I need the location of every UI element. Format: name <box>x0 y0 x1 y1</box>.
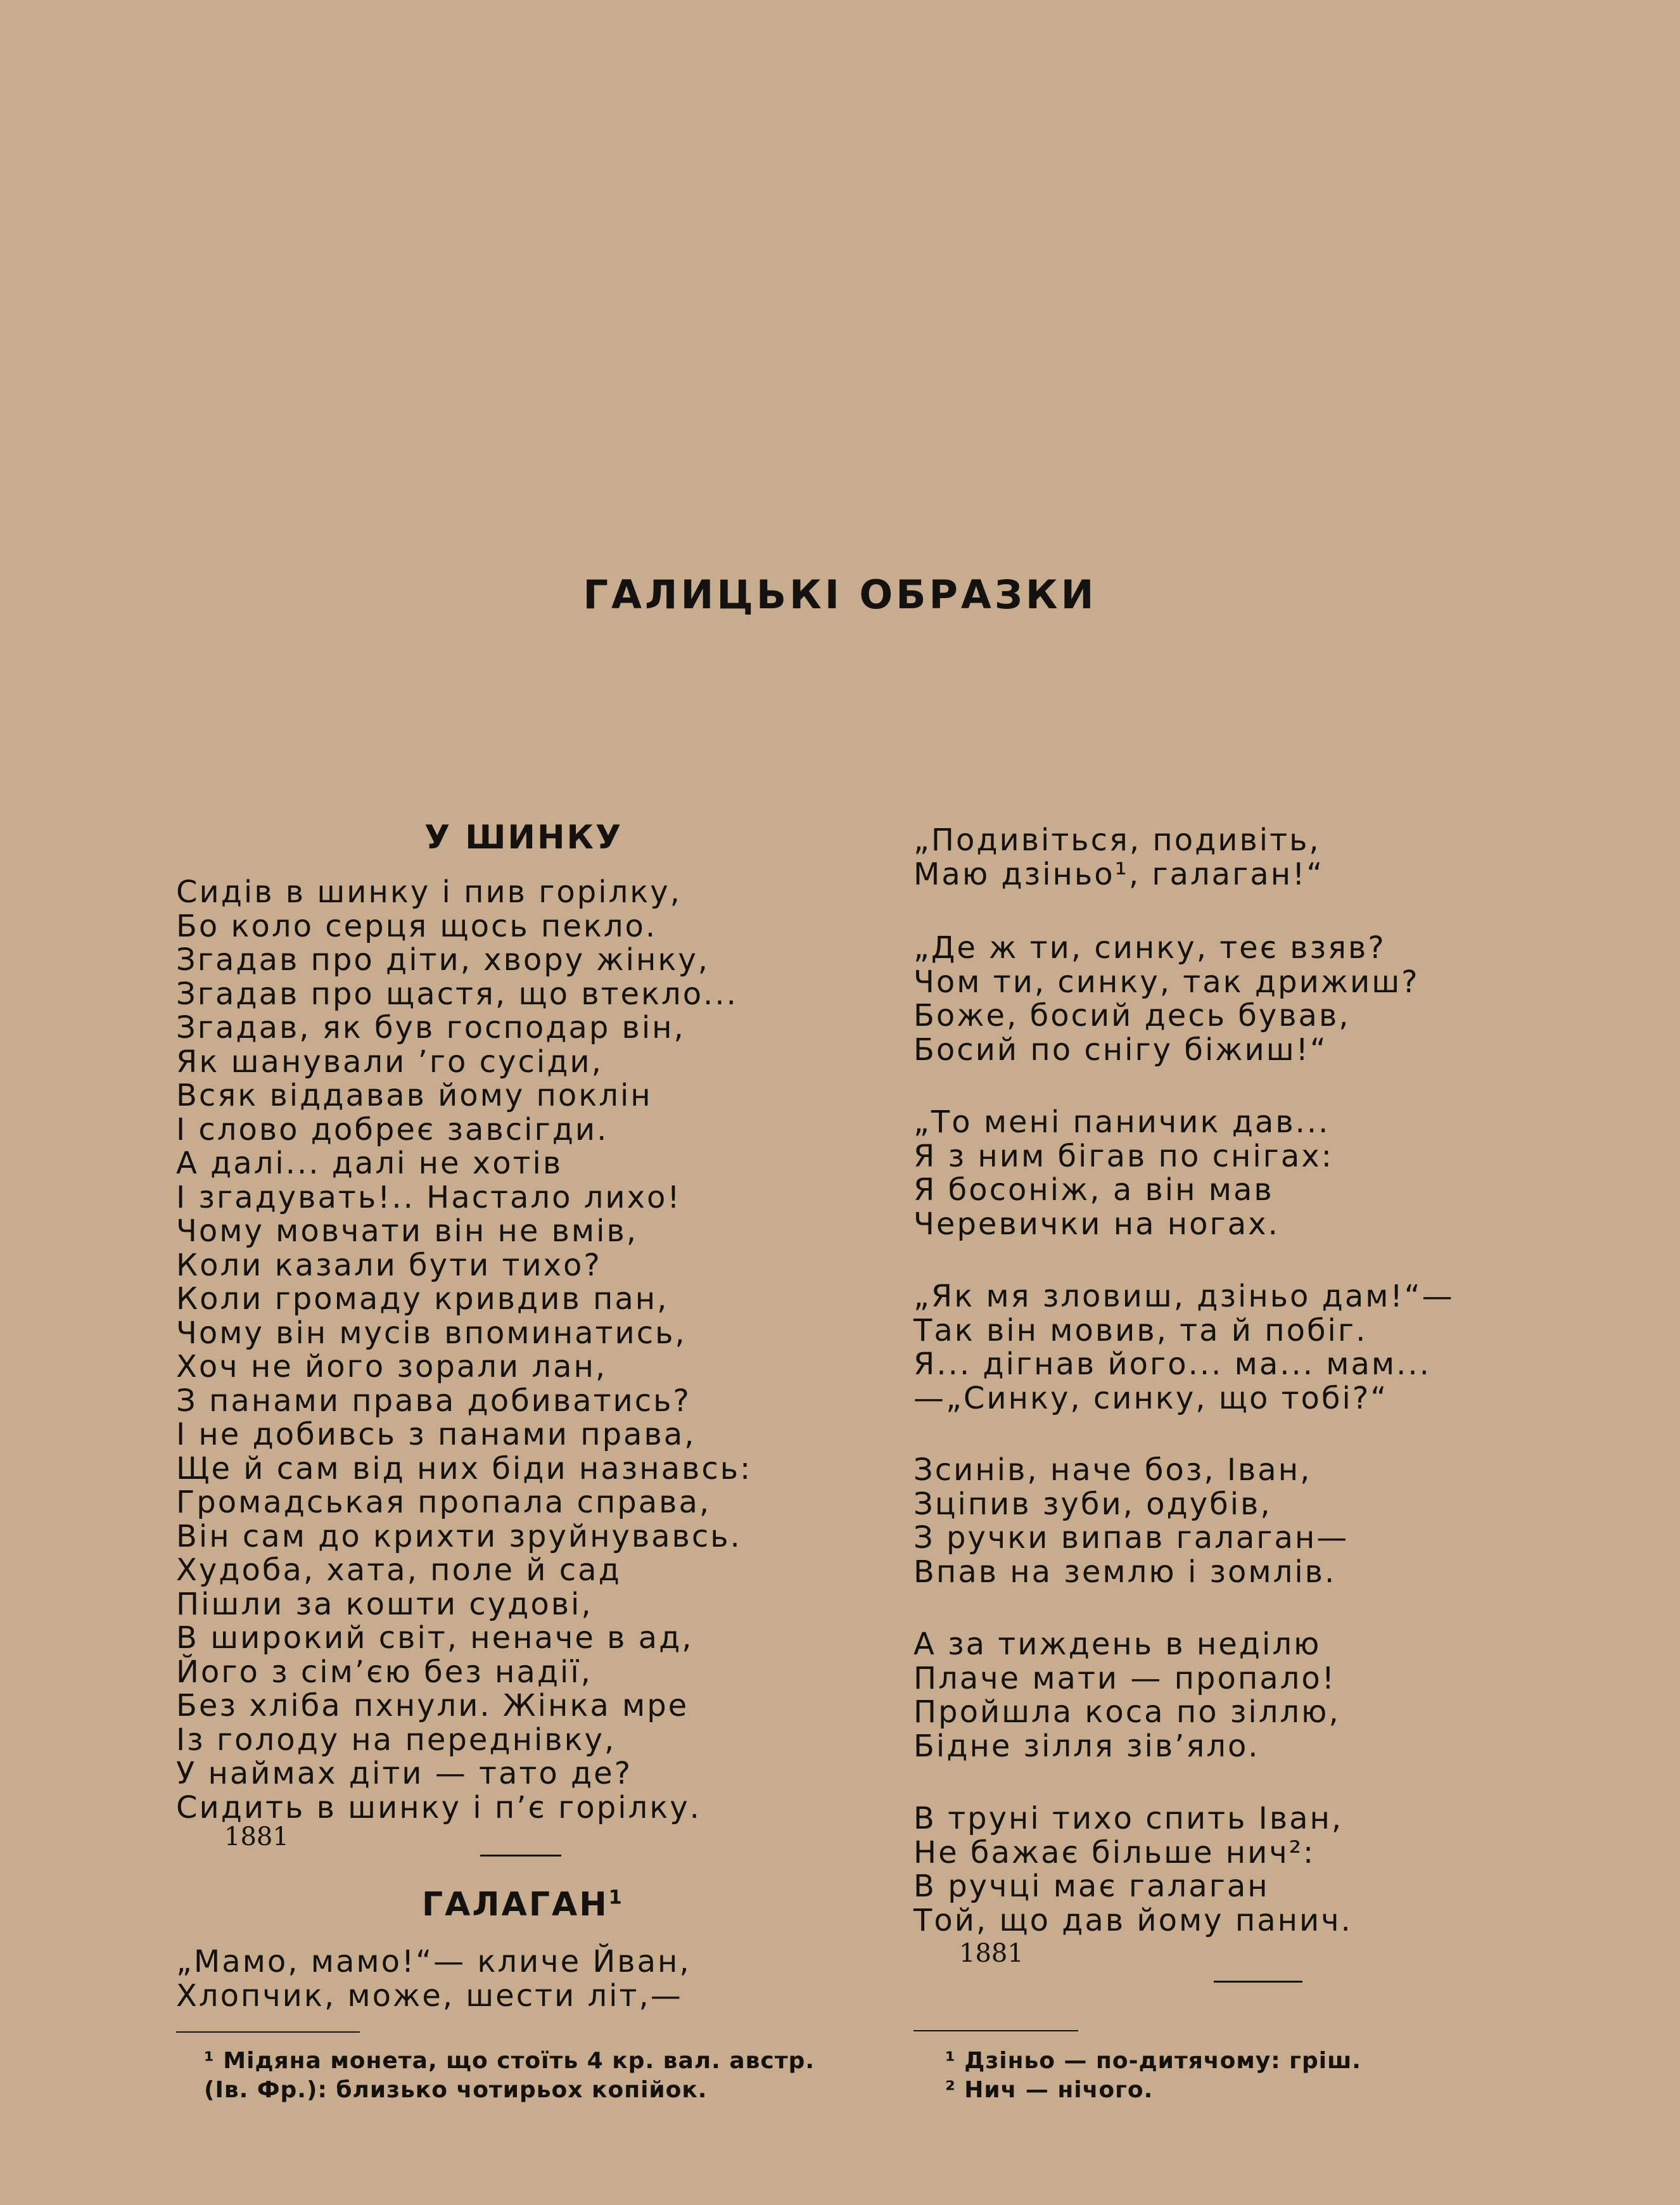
verse-line: Бідне зілля зів’яло. <box>913 1728 1260 1764</box>
verse-line: Згадав, як був господар він, <box>176 1010 685 1045</box>
verse-line: Я з ним бігав по снігах: <box>913 1138 1333 1174</box>
footnote-rule-left <box>176 2031 360 2033</box>
verse-line: „Як мя зловиш, дзіньо дам!“— <box>913 1279 1454 1314</box>
verse-line: Я... дігнав його... ма... мам... <box>913 1346 1431 1382</box>
verse-line: —„Синку, синку, що тобі?“ <box>913 1380 1389 1416</box>
verse-line: Хлопчик, може, шести літ,— <box>176 1978 683 2014</box>
footnotes-right <box>945 2047 1361 2105</box>
verse-line: У наймах діти — тато де? <box>176 1756 633 1791</box>
stanza <box>913 1628 1340 1763</box>
verse-line: Згадав про щастя, що втекло... <box>176 976 738 1012</box>
verse-line: Чому мовчати він не вмів, <box>176 1213 639 1249</box>
verse-line: Пішли за кошти судові, <box>176 1586 593 1622</box>
verse-line: Із голоду на переднівку, <box>176 1722 616 1758</box>
footnote-line: ² Нич — нічого. <box>945 2077 1154 2103</box>
verse-line: „Подивіться, подивіть, <box>913 822 1321 858</box>
verse-line: І не добивсь з панами права, <box>176 1417 696 1452</box>
verse-line: В широкий світ, неначе в ад, <box>176 1620 694 1656</box>
verse-line: Коли казали бути тихо? <box>176 1247 602 1283</box>
verse-line: Коли громаду кривдив пан, <box>176 1281 669 1317</box>
poem2-opening-lines <box>176 1945 691 2013</box>
verse-line: Згадав про діти, хвору жінку, <box>176 942 710 978</box>
verse-line: „Мамо, мамо!“— кличе Йван, <box>176 1944 691 1979</box>
footnote-line: ¹ Дзіньо — по-дитячому: гріш. <box>945 2048 1361 2074</box>
verse-line: А далі... далі не хотів <box>176 1146 563 1181</box>
verse-line: „То мені паничик дав... <box>913 1104 1330 1140</box>
verse-line: Громадськая пропала справа, <box>176 1485 711 1520</box>
verse-line: Бо коло серця щось пекло. <box>176 908 658 944</box>
verse-line: Пройшла коса по зіллю, <box>913 1694 1340 1730</box>
verse-line: І згадувать!.. Настало лихо! <box>176 1179 682 1215</box>
footnote-line: ¹ Мідяна монета, що стоїть 4 кр. вал. австр. <box>204 2048 815 2074</box>
stanza <box>913 931 1420 1067</box>
verse-line: Так він мовив, та й побіг. <box>913 1312 1368 1348</box>
poem2-title <box>422 1886 624 1924</box>
verse-line: Як шанували ’го сусіди, <box>176 1044 603 1080</box>
verse-line: Худоба, хата, поле й сад <box>176 1552 621 1588</box>
verse-line: Черевички на ногах. <box>913 1206 1280 1242</box>
verse-line: Чому він мусів впоминатись, <box>176 1315 687 1351</box>
verse-line: Впав на землю і зомлів. <box>913 1554 1337 1590</box>
verse-line: І слово добреє завсігди. <box>176 1111 609 1147</box>
footnote-line: (Ів. Фр.): близько чотирьох копійок. <box>204 2077 708 2103</box>
poem2-title-footnote-mark: 1 <box>608 1886 624 1909</box>
page-heading: ГАЛИЦЬКІ ОБРАЗКИ <box>583 572 1097 618</box>
verse-line: Не бажає більше нич²: <box>913 1834 1316 1870</box>
stanza <box>913 1454 1349 1589</box>
verse-line: З панами права добиватись? <box>176 1383 691 1419</box>
verse-line: В труні тихо спить Іван, <box>913 1801 1344 1836</box>
verse-line: Сидів в шинку і пив горілку, <box>176 874 682 910</box>
verse-line: Боже, босий десь бував, <box>913 998 1351 1033</box>
poem2-title-text: ГАЛАГАН <box>422 1886 609 1924</box>
footnotes-left <box>204 2047 815 2105</box>
stanza <box>913 1280 1454 1416</box>
poem1-title: У ШИНКУ <box>424 819 623 857</box>
poem1-year: 1881 <box>224 1822 289 1851</box>
stanza <box>913 824 1324 892</box>
verse-line: Зсинів, наче боз, Іван, <box>913 1452 1312 1488</box>
verse-line: Сидить в шинку і п’є горілку. <box>176 1789 701 1825</box>
poem2-end-divider <box>1214 1981 1302 1983</box>
verse-line: „Де ж ти, синку, теє взяв? <box>913 930 1386 966</box>
verse-line: Всяк віддавав йому поклін <box>176 1078 652 1113</box>
verse-line: Той, що дав йому панич. <box>913 1902 1352 1938</box>
poem1-verse <box>176 876 752 1825</box>
verse-line: Босий по снігу біжиш!“ <box>913 1032 1328 1068</box>
section-divider <box>480 1855 561 1857</box>
verse-line: В ручці має галаган <box>913 1869 1270 1904</box>
verse-line: Його з сім’єю без надії, <box>176 1654 592 1690</box>
verse-line: А за тиждень в неділю <box>913 1627 1321 1662</box>
verse-line: Ще й сам від них біди назнавсь: <box>176 1450 753 1486</box>
verse-line: Чом ти, синку, так дрижиш? <box>913 964 1420 1000</box>
footnote-rule-right <box>913 2030 1078 2031</box>
stanza <box>913 1802 1352 1938</box>
verse-line: Плаче мати — пропало! <box>913 1660 1336 1696</box>
verse-line: Він сам до крихти зруйнувавсь. <box>176 1518 742 1554</box>
verse-line: Хоч не його зорали лан, <box>176 1349 608 1384</box>
verse-line: Без хліба пхнули. Жінка мре <box>176 1688 689 1723</box>
stanza <box>913 1106 1333 1241</box>
verse-line: Зціпив зуби, одубів, <box>913 1486 1272 1522</box>
verse-line: Маю дзіньо¹, галаган!“ <box>913 856 1325 892</box>
verse-line: Я босоніж, а він мав <box>913 1172 1274 1208</box>
poem2-year: 1881 <box>959 1939 1024 1968</box>
verse-line: З ручки випав галаган— <box>913 1520 1349 1556</box>
